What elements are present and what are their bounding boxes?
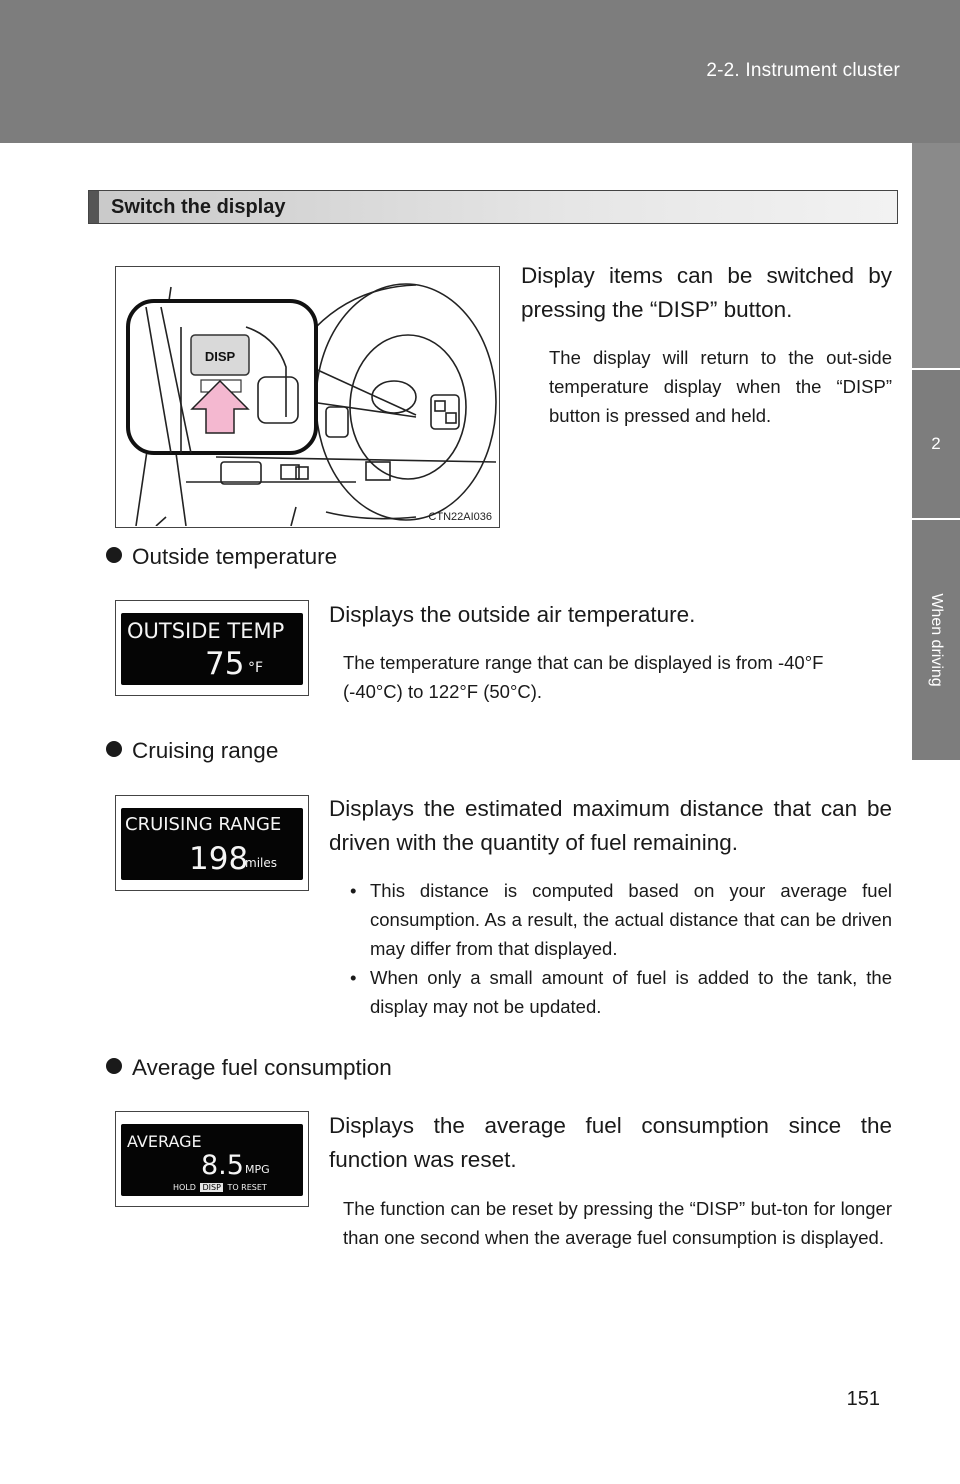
cruising-range-notes (348, 876, 892, 1021)
lcd-outside-temp-figure (115, 600, 309, 696)
page-number: 151 (846, 1388, 880, 1410)
chapter-label: When driving (928, 593, 945, 687)
steering-wheel-figure (115, 266, 500, 528)
lcd-unit: MPG (245, 1163, 270, 1176)
item-cruising-range-title: Cruising range (106, 736, 278, 766)
side-tab-upper (912, 143, 960, 368)
disp-button-label: DISP (204, 349, 236, 364)
section-heading-text: Switch the display (111, 196, 286, 218)
section-heading (88, 190, 898, 224)
item-cruising-range-main: Displays the estimated maximum distance that can be driven with the quantity of fuel remaining. (329, 796, 892, 855)
bullet-dot-icon (106, 547, 122, 563)
lcd-value: 198 (189, 841, 249, 877)
steering-wheel-illustration (116, 267, 498, 526)
intro-sub-text: The display will return to the out-side temperature display when the “DISP” button is pressed and held. (549, 347, 892, 426)
lcd-title: OUTSIDE TEMP (127, 619, 285, 643)
bullet-dot-icon (106, 1058, 122, 1074)
item-average-fuel-sub: The function can be reset by pressing the “DISP” but-ton for longer than one second when the average fuel consumption is displayed. (343, 1198, 892, 1248)
lcd-screen (121, 1124, 303, 1196)
lcd-value: 8.5 (201, 1150, 244, 1181)
item-outside-temp-title: Outside temperature (106, 542, 337, 572)
page-header (0, 0, 960, 143)
lcd-screen (121, 613, 303, 685)
lcd-title: CRUISING RANGE (125, 814, 282, 835)
intro-main-text: Display items can be switched by pressing the “DISP” button. (521, 263, 892, 322)
lcd-value: 75 (205, 646, 245, 682)
lcd-screen (121, 808, 303, 880)
item-outside-temp-sub: The temperature range that can be displayed is from -40°F (-40°C) to 122°F (50°C). (343, 652, 824, 702)
lcd-unit: miles (245, 856, 277, 870)
lcd-cruising-range-figure (115, 795, 309, 891)
figure-code: CTN22AI036 (428, 511, 492, 523)
bullet-dot-icon (106, 741, 122, 757)
list-item: • This distance is computed based on your average fuel consumption. As a result, the actual distance that can be driven may differ from that displayed. (348, 876, 892, 963)
lcd-unit: °F (248, 660, 264, 676)
section-title: 2-2. Instrument cluster (706, 60, 900, 81)
lcd-hint: HOLD DISP TO RESET (173, 1183, 267, 1192)
item-average-fuel-title: Average fuel consumption (106, 1053, 392, 1083)
item-average-fuel-main: Displays the average fuel consumption since the function was reset. (329, 1113, 892, 1172)
list-item: • When only a small amount of fuel is added to the tank, the display may not be updated. (348, 963, 892, 1021)
lcd-title: AVERAGE (127, 1132, 202, 1151)
chapter-number-tab[interactable]: 2 (912, 370, 960, 518)
item-outside-temp-main: Displays the outside air temperature. (329, 602, 696, 627)
lcd-average-fuel-figure (115, 1111, 309, 1207)
chapter-label-tab[interactable] (912, 520, 960, 760)
